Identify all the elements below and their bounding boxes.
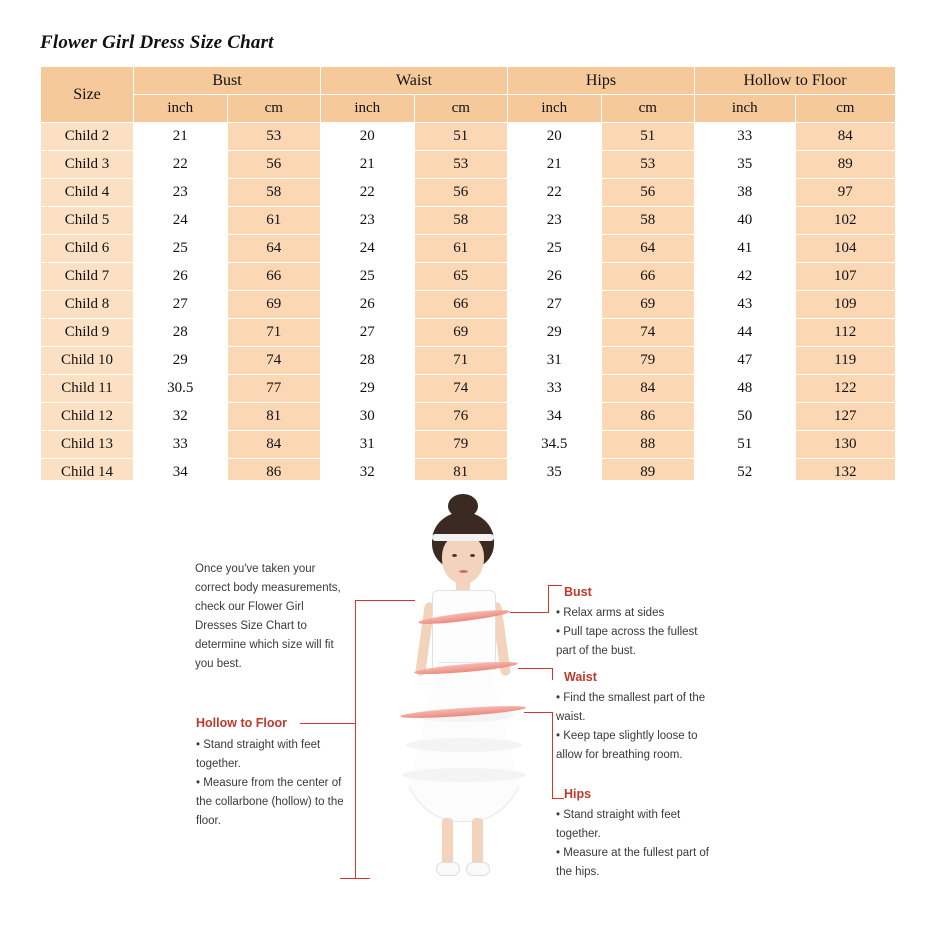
table-row (41, 319, 896, 347)
table-cell: 74 (601, 319, 695, 347)
header-bust-cm: cm (227, 95, 321, 123)
table-row (41, 431, 896, 459)
table-cell: 97 (795, 179, 896, 207)
table-cell: 42 (695, 263, 796, 291)
list-item: • Stand straight with feet together. (196, 736, 348, 774)
table-row (41, 347, 896, 375)
skirt-ruffle-3 (402, 768, 526, 782)
table-cell: 43 (695, 291, 796, 319)
table-cell: 29 (321, 375, 415, 403)
table-cell: 53 (601, 151, 695, 179)
table-cell: 58 (227, 179, 321, 207)
table-row (41, 151, 896, 179)
table-cell: 84 (795, 123, 896, 151)
row-size-label: Child 4 (41, 179, 134, 207)
table-cell: 61 (414, 235, 508, 263)
waist-bullets (556, 689, 716, 765)
table-cell: 132 (795, 459, 896, 487)
table-cell: 41 (695, 235, 796, 263)
table-cell: 26 (134, 263, 228, 291)
table-cell: 65 (414, 263, 508, 291)
table-cell: 51 (601, 123, 695, 151)
table-cell: 32 (134, 403, 228, 431)
hips-leader-line (524, 712, 552, 713)
table-cell: 89 (601, 459, 695, 487)
table-header (41, 67, 896, 123)
header-hollow-cm: cm (795, 95, 896, 123)
table-cell: 26 (321, 291, 415, 319)
table-row (41, 291, 896, 319)
table-cell: 26 (508, 263, 602, 291)
table-cell: 44 (695, 319, 796, 347)
table-cell: 64 (227, 235, 321, 263)
table-cell: 33 (508, 375, 602, 403)
table-row (41, 403, 896, 431)
table-cell: 84 (227, 431, 321, 459)
table-cell: 79 (414, 431, 508, 459)
bust-leader-vertical (548, 585, 549, 613)
table-cell: 24 (321, 235, 415, 263)
table-cell: 33 (695, 123, 796, 151)
hollow-bottom-tick (340, 878, 370, 879)
table-cell: 66 (601, 263, 695, 291)
table-cell: 107 (795, 263, 896, 291)
table-cell: 69 (227, 291, 321, 319)
table-cell: 84 (601, 375, 695, 403)
table-cell: 109 (795, 291, 896, 319)
table-cell: 102 (795, 207, 896, 235)
table-cell: 31 (321, 431, 415, 459)
leg-right (472, 818, 483, 866)
table-cell: 23 (321, 207, 415, 235)
header-hips-inch: inch (508, 95, 602, 123)
header-bust-inch: inch (134, 95, 228, 123)
table-row (41, 375, 896, 403)
table-cell: 27 (134, 291, 228, 319)
hips-leader-tip (552, 798, 564, 799)
table-cell: 66 (414, 291, 508, 319)
waist-leader-vertical (552, 668, 553, 680)
hips-heading: Hips (564, 787, 592, 801)
table-cell: 27 (321, 319, 415, 347)
table-cell: 35 (695, 151, 796, 179)
hollow-to-floor-bullets (196, 736, 348, 831)
table-cell: 77 (227, 375, 321, 403)
hollow-label-leader (300, 723, 356, 724)
list-item: • Keep tape slightly loose to allow for breathing room. (556, 727, 716, 765)
row-size-label: Child 9 (41, 319, 134, 347)
table-unit-header-row (41, 95, 896, 123)
table-cell: 88 (601, 431, 695, 459)
table-row (41, 123, 896, 151)
header-size: Size (41, 67, 134, 123)
list-item: • Find the smallest part of the waist. (556, 689, 716, 727)
hollow-to-floor-heading: Hollow to Floor (196, 716, 287, 730)
list-item: • Measure at the fullest part of the hips. (556, 844, 716, 882)
table-cell: 61 (227, 207, 321, 235)
row-size-label: Child 3 (41, 151, 134, 179)
table-cell: 32 (321, 459, 415, 487)
header-waist-cm: cm (414, 95, 508, 123)
table-cell: 29 (508, 319, 602, 347)
table-cell: 22 (134, 151, 228, 179)
shoe-left (436, 862, 460, 876)
table-cell: 27 (508, 291, 602, 319)
row-size-label: Child 7 (41, 263, 134, 291)
table-cell: 52 (695, 459, 796, 487)
table-cell: 56 (414, 179, 508, 207)
table-row (41, 179, 896, 207)
hollow-to-floor-rule (355, 600, 356, 878)
skirt-ruffle-2 (406, 738, 522, 752)
table-cell: 89 (795, 151, 896, 179)
table-cell: 22 (321, 179, 415, 207)
table-cell: 40 (695, 207, 796, 235)
table-cell: 25 (134, 235, 228, 263)
bust-leader-tip (548, 585, 562, 586)
header-waist: Waist (321, 67, 508, 95)
waist-heading: Waist (564, 670, 597, 684)
table-cell: 69 (601, 291, 695, 319)
table-cell: 20 (321, 123, 415, 151)
table-cell: 56 (601, 179, 695, 207)
table-cell: 24 (134, 207, 228, 235)
table-cell: 34 (508, 403, 602, 431)
mouth (459, 570, 468, 573)
row-size-label: Child 12 (41, 403, 134, 431)
table-cell: 74 (227, 347, 321, 375)
table-cell: 119 (795, 347, 896, 375)
table-cell: 28 (134, 319, 228, 347)
table-cell: 71 (227, 319, 321, 347)
table-cell: 30 (321, 403, 415, 431)
header-hips-cm: cm (601, 95, 695, 123)
row-size-label: Child 5 (41, 207, 134, 235)
size-chart-table-container (40, 66, 890, 487)
table-cell: 69 (414, 319, 508, 347)
measurement-guide-figure (0, 480, 930, 934)
table-cell: 127 (795, 403, 896, 431)
table-cell: 33 (134, 431, 228, 459)
table-cell: 74 (414, 375, 508, 403)
face (442, 534, 484, 584)
eye-left (452, 554, 457, 557)
table-cell: 76 (414, 403, 508, 431)
bust-heading: Bust (564, 585, 592, 599)
hollow-top-tick (355, 600, 415, 601)
table-cell: 58 (601, 207, 695, 235)
table-row (41, 263, 896, 291)
table-cell: 86 (601, 403, 695, 431)
table-cell: 23 (508, 207, 602, 235)
table-body (41, 123, 896, 487)
row-size-label: Child 13 (41, 431, 134, 459)
table-cell: 53 (414, 151, 508, 179)
list-item: • Stand straight with feet together. (556, 806, 716, 844)
table-cell: 20 (508, 123, 602, 151)
table-cell: 130 (795, 431, 896, 459)
row-size-label: Child 14 (41, 459, 134, 487)
table-cell: 81 (227, 403, 321, 431)
table-cell: 22 (508, 179, 602, 207)
table-cell: 28 (321, 347, 415, 375)
header-hollow-inch: inch (695, 95, 796, 123)
table-cell: 104 (795, 235, 896, 263)
table-cell: 31 (508, 347, 602, 375)
table-cell: 51 (414, 123, 508, 151)
table-cell: 23 (134, 179, 228, 207)
header-hollow-to-floor: Hollow to Floor (695, 67, 896, 95)
table-cell: 21 (321, 151, 415, 179)
row-size-label: Child 11 (41, 375, 134, 403)
dress-bodice (432, 590, 496, 670)
table-group-header-row (41, 67, 896, 95)
table-cell: 35 (508, 459, 602, 487)
table-cell: 21 (508, 151, 602, 179)
table-cell: 53 (227, 123, 321, 151)
table-cell: 66 (227, 263, 321, 291)
bust-leader-line (510, 612, 548, 613)
table-cell: 21 (134, 123, 228, 151)
hips-bullets (556, 806, 716, 882)
header-hips: Hips (508, 67, 695, 95)
table-cell: 48 (695, 375, 796, 403)
bust-bullets (556, 604, 716, 661)
table-cell: 47 (695, 347, 796, 375)
table-cell: 58 (414, 207, 508, 235)
header-waist-inch: inch (321, 95, 415, 123)
row-size-label: Child 2 (41, 123, 134, 151)
table-cell: 64 (601, 235, 695, 263)
hips-leader-vertical (552, 712, 553, 798)
table-cell: 122 (795, 375, 896, 403)
list-item: • Pull tape across the fullest part of the bust. (556, 623, 716, 661)
table-cell: 34 (134, 459, 228, 487)
table-row (41, 235, 896, 263)
table-cell: 38 (695, 179, 796, 207)
table-cell: 34.5 (508, 431, 602, 459)
table-cell: 81 (414, 459, 508, 487)
table-cell: 30.5 (134, 375, 228, 403)
table-cell: 25 (508, 235, 602, 263)
guide-intro-text: Once you've taken your correct body measurements, check our Flower Girl Dresses Size Chart to determine which size will fit you best. (195, 563, 341, 670)
size-chart-table (40, 66, 896, 487)
table-cell: 50 (695, 403, 796, 431)
row-size-label: Child 8 (41, 291, 134, 319)
table-cell: 56 (227, 151, 321, 179)
table-row (41, 207, 896, 235)
table-cell: 51 (695, 431, 796, 459)
eye-right (470, 554, 475, 557)
table-cell: 112 (795, 319, 896, 347)
table-cell: 71 (414, 347, 508, 375)
girl-illustration (380, 490, 550, 890)
headband (432, 534, 494, 541)
table-cell: 86 (227, 459, 321, 487)
page-title: Flower Girl Dress Size Chart (40, 32, 274, 53)
header-bust: Bust (134, 67, 321, 95)
table-cell: 79 (601, 347, 695, 375)
shoe-right (466, 862, 490, 876)
list-item: • Relax arms at sides (556, 604, 716, 623)
table-cell: 29 (134, 347, 228, 375)
waist-leader-line (518, 668, 552, 669)
row-size-label: Child 10 (41, 347, 134, 375)
list-item: • Measure from the center of the collarbone (hollow) to the floor. (196, 774, 348, 831)
table-cell: 25 (321, 263, 415, 291)
row-size-label: Child 6 (41, 235, 134, 263)
leg-left (442, 818, 453, 866)
